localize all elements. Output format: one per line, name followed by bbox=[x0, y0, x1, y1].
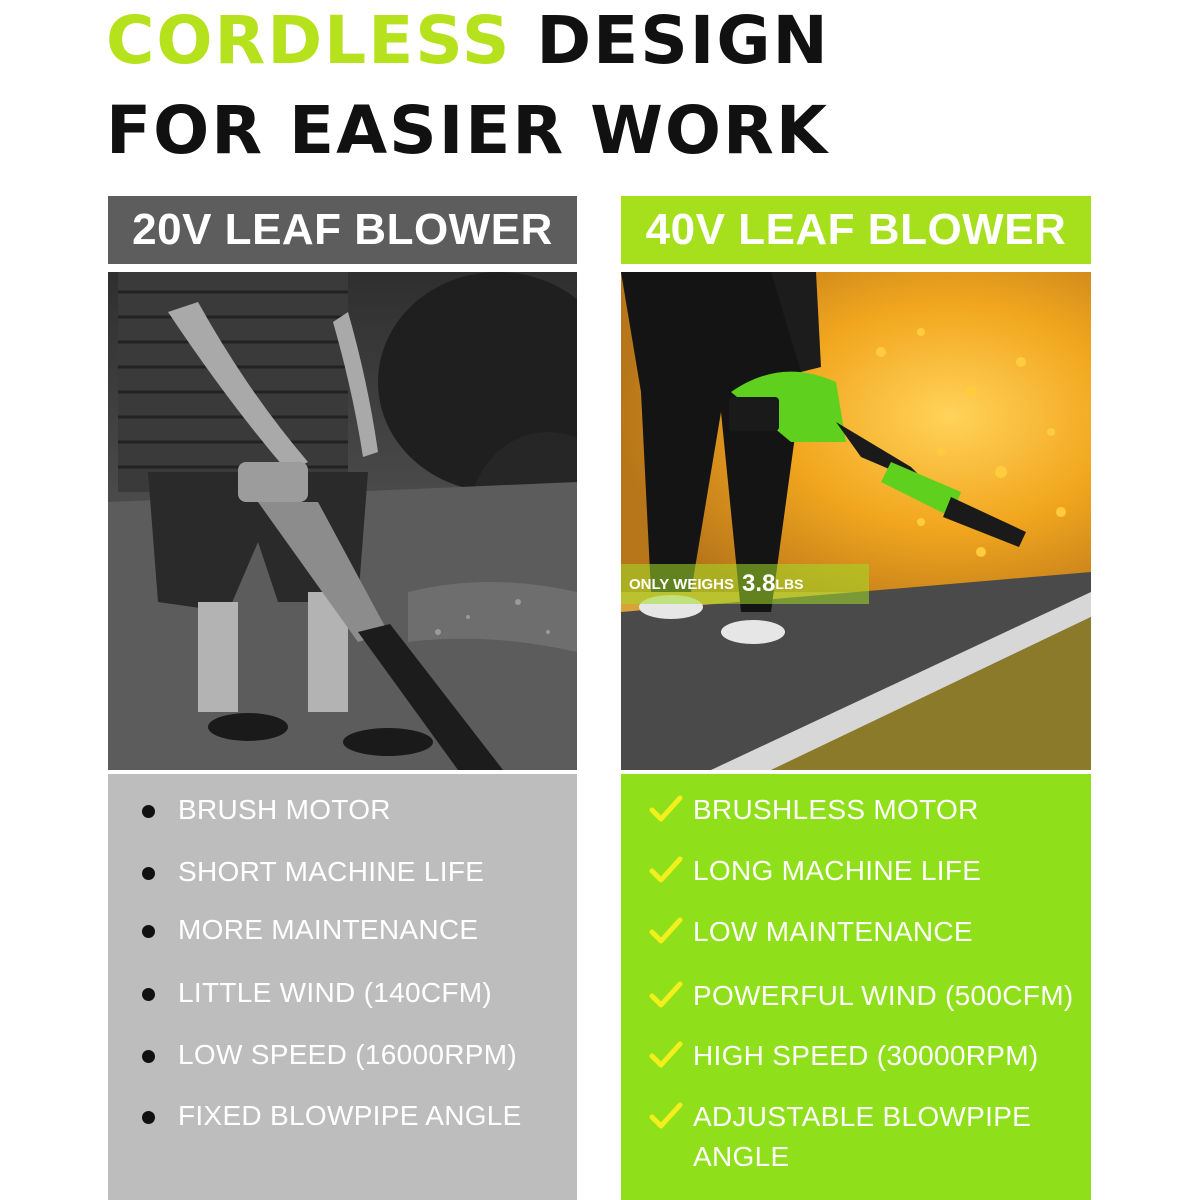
column-title-40v: 40V LEAF BLOWER bbox=[621, 196, 1091, 264]
headline-line-2: FOR EASIER WORK bbox=[106, 92, 829, 169]
bullet-icon bbox=[142, 1050, 155, 1063]
bullet-icon bbox=[142, 988, 155, 1001]
headline-word: DESIGN bbox=[536, 2, 830, 79]
person-green-blower-icon bbox=[621, 272, 1091, 770]
photo-40v-blower bbox=[621, 272, 1091, 770]
headline-line-1 bbox=[106, 2, 830, 79]
bullet-icon bbox=[142, 805, 155, 818]
checkmark-icon bbox=[649, 980, 683, 1010]
photo-20v-blower bbox=[108, 272, 577, 770]
checkmark-icon bbox=[649, 1101, 683, 1131]
checkmark-icon bbox=[649, 855, 683, 885]
feature-list-20v: BRUSH MOTOR SHORT MACHINE LIFE MORE MAINTENANCE LITTLE WIND (140CFM) LOW SPEED (16000RPM) FIXED BLOWPIPE ANGLE bbox=[108, 774, 577, 1200]
headline-accent-word: CORDLESS bbox=[106, 2, 512, 79]
feature-list-40v: BRUSHLESS MOTOR LONG MACHINE LIFE LOW MAINTENANCE POWERFUL WIND (500CFM) HIGH SPEED (30000RPM) ADJUSTABLE BLOWPIPE ANGLE bbox=[621, 774, 1091, 1200]
checkmark-icon bbox=[649, 916, 683, 946]
bullet-icon bbox=[142, 1111, 155, 1124]
checkmark-icon bbox=[649, 794, 683, 824]
bullet-icon bbox=[142, 925, 155, 938]
person-blower-grayscale-icon bbox=[108, 272, 577, 770]
column-title-20v: 20V LEAF BLOWER bbox=[108, 196, 577, 264]
comparison-column-20v bbox=[108, 196, 577, 1200]
checkmark-icon bbox=[649, 1040, 683, 1070]
weight-tag: ONLY WEIGHS 3.8 LBS bbox=[621, 564, 869, 604]
comparison-column-40v bbox=[621, 196, 1091, 1200]
bullet-icon bbox=[142, 867, 155, 880]
